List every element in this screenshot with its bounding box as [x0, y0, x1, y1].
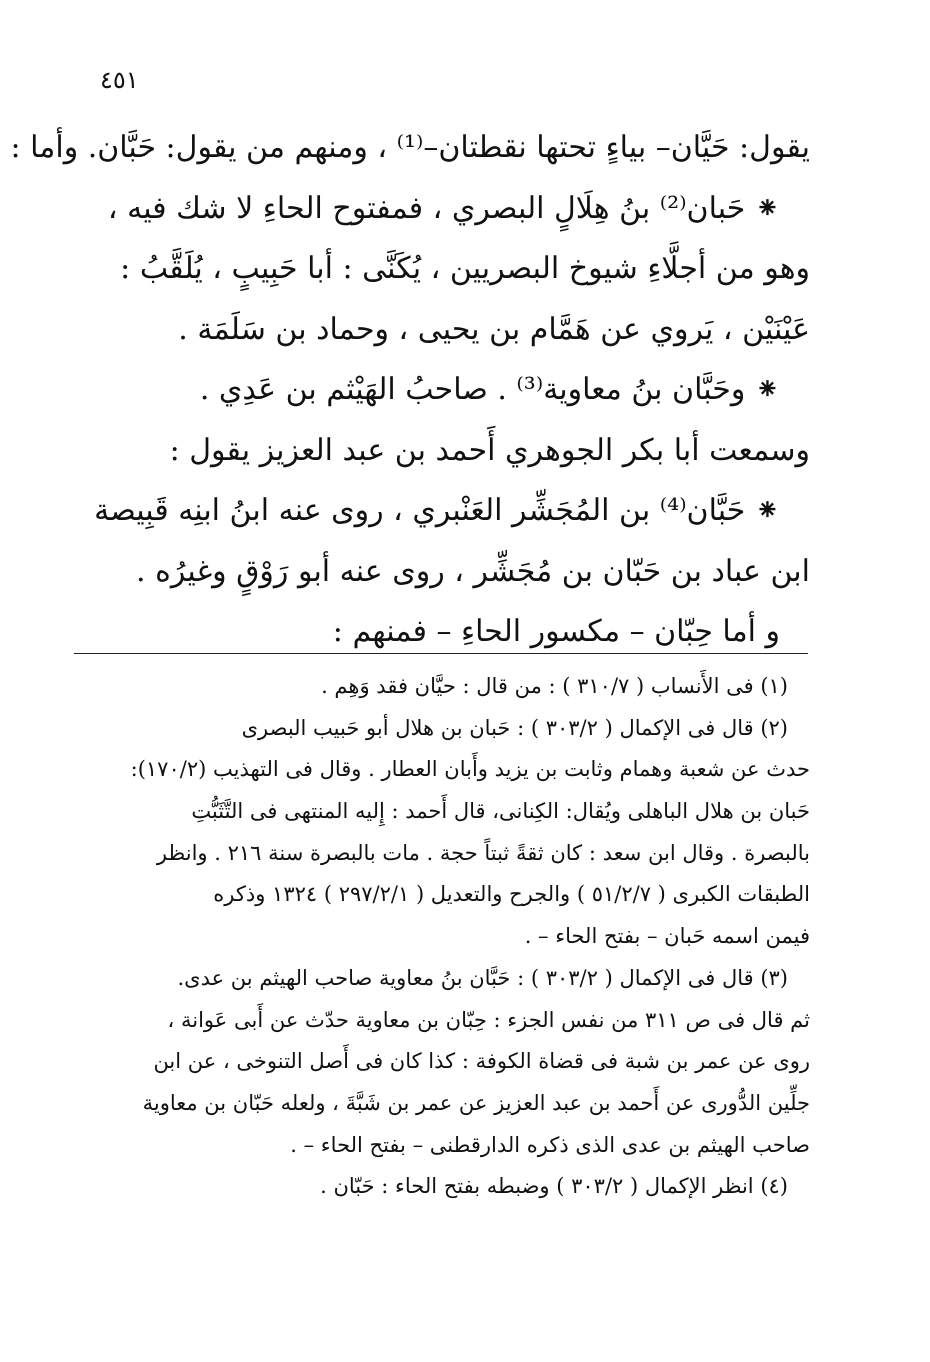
- text-line: وسمعت أبا بكر الجوهري أَحمد بن عبد العزيز يقول :: [169, 432, 810, 468]
- footnotes: [70, 666, 810, 1208]
- footnote-line: صاحب الهيثم بن عدى الذى ذكره الدارقطنى – بفتح الحاء – .: [290, 1132, 810, 1157]
- footnote-line: حَبان بن هلال الباهلى ويُقال: الكِنانى، قال أَحمد : إِليه المنتهى فى التَّثَبُّتِ: [191, 799, 810, 824]
- main-text: [10, 118, 810, 663]
- footnote-divider: [74, 653, 808, 654]
- text-line: عَيْنَيْن ، يَروي عن هَمَّام بن يحيى ، وحماد بن سَلَمَة .: [178, 311, 810, 347]
- text-line: ⁕ حَبَّان⁽⁴⁾ بن المُجَشِّر العَنْبري ، روى عنه ابنُ ابنِه قَبِيصة: [94, 493, 780, 528]
- text-line: ⁕ حَبان⁽²⁾ بنُ هِلَالٍ البصري ، فمفتوح الحاءِ لا شك فيه ،: [107, 190, 780, 226]
- footnote-line: (١) فى الأَنساب ( ٣١٠/٧ ) : من قال : حيَّان فقد وَهِم .: [321, 674, 788, 698]
- text-line: يقول: حَيَّان– بياءٍ تحتها نقطتان–⁽¹⁾ ، ومنهم من يقول: حَبَّان. وأما :: [10, 130, 810, 165]
- footnote-line: بالبصرة . وقال ابن سعد : كان ثقةً ثبتاً حجة . مات بالبصرة سنة ٢١٦ . وانظر: [156, 840, 810, 865]
- text-line: ⁕ وحَبَّان بنُ معاوية⁽³⁾ . صاحبُ الهَيْثم بن عَدِي .: [199, 372, 780, 407]
- footnote-line: حدث عن شعبة وهمام وثابت بن يزيد وأَبان العطار . وقال فى التهذيب (١٧٠/٢):: [130, 757, 810, 782]
- footnote-line: (٣) قال فى الإكمال ( ٣٠٣/٢ ) : حَبَّان بنُ معاوية صاحب الهيثم بن عدى.: [177, 965, 788, 990]
- footnote-line: الطبقات الكبرى ( ٥١/٢/٧ ) والجرح والتعديل ( ٢٩٧/٢/١ ) ١٣٢٤ وذكره: [213, 882, 810, 907]
- page-number: ٤٥١: [100, 66, 139, 94]
- footnote-line: (٢) قال فى الإكمال ( ٣٠٣/٢ ) : حَبان بن هلال أبو حَبيب البصرى: [241, 715, 788, 740]
- text-line: ابن عباد بن حَبّان بن مُجَشِّر ، روى عنه أبو رَوْقٍ وغيرُه .: [136, 553, 810, 589]
- footnote-line: فيمن اسمه حَبان – بفتح الحاء – .: [524, 924, 810, 949]
- footnote-line: ثم قال فى ص ٣١١ من نفس الجزء : حِبّان بن معاوية حدّث عن أَبى عَوانة ،: [167, 1007, 810, 1032]
- footnote-line: جلِّين الدُّورى عن أَحمد بن عبد العزيز عن عمر بن شَبَّةَ ، ولعله حَبّان بن معاوية: [142, 1090, 810, 1115]
- text-line: وهو من أجلَّاءِ شيوخ البصريين ، يُكَنَّى : أبا حَبِيبٍ ، يُلَقَّبُ :: [120, 251, 810, 286]
- footnote-line: (٤) انظر الإكمال ( ٣٠٣/٢ ) وضبطه بفتح الحاء : حَبّان .: [320, 1174, 788, 1199]
- footnote-line: روى عن عمر بن شبة فى قضاة الكوفة : كذا كان فى أَصل التنوخى ، عن ابن: [153, 1049, 810, 1074]
- text-line: و أما حِبّان – مكسور الحاءِ – فمنهم :: [332, 614, 780, 649]
